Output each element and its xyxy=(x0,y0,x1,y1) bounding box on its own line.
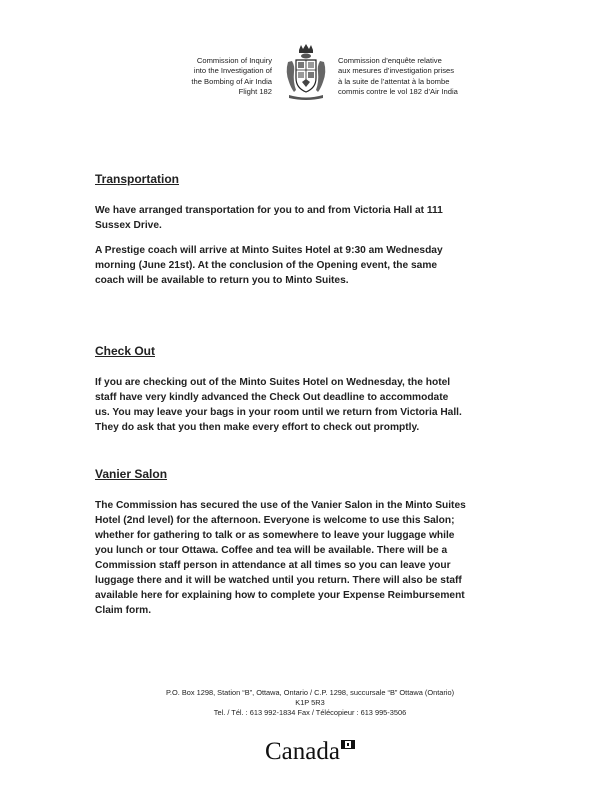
header-french-line: à la suite de l’attentat à la bombe xyxy=(338,76,450,86)
paragraph-line: Commission staff person in attendance at all times so you can leave your xyxy=(95,560,451,571)
footer-phone: Tel. / Tél. : 613 992-1834 Fax / Télécopieur : 613 995-3506 xyxy=(213,708,407,718)
header-french-line: commis contre le vol 182 d’Air India xyxy=(338,87,458,97)
header-english-line: Commission of Inquiry xyxy=(196,56,272,65)
paragraph-line: Hotel (2nd level) for the afternoon. Everyone is welcome to use this Salon; xyxy=(95,515,455,526)
footer-address: P.O. Box 1298, Station “B”, Ottawa, Ontario / C.P. 1298, succursale “B” Ottawa (Ontario) xyxy=(165,688,455,697)
section-title-check-out: Check Out xyxy=(95,344,156,358)
paragraph xyxy=(95,243,535,288)
paragraph-line: They do ask that you then make every effort to check out promptly. xyxy=(95,422,420,433)
paragraph xyxy=(95,498,535,618)
paragraph-line: Claim form. xyxy=(95,605,152,616)
paragraph-line: us. You may leave your bags in your room until we return from Victoria Hall. xyxy=(95,407,462,418)
header-english-line: into the Investigation of xyxy=(193,66,272,76)
header-english xyxy=(150,56,272,98)
header-french-line: Commission d’enquête relative xyxy=(338,56,442,65)
paragraph-line: available here for explaining how to complete your Expense Reimbursement xyxy=(95,590,465,601)
section-title-transportation: Transportation xyxy=(95,172,180,186)
footer-postal-code: K1P 5R3 xyxy=(295,698,325,708)
header-english-line: the Bombing of Air India xyxy=(191,76,272,86)
header-french xyxy=(338,56,538,98)
canada-flag-icon xyxy=(341,740,355,749)
paragraph-line: morning (June 21st). At the conclusion of the Opening event, the same xyxy=(95,260,438,271)
coat-of-arms-icon xyxy=(283,42,329,102)
section-title-vanier-salon: Vanier Salon xyxy=(95,467,168,481)
paragraph-line: luggage there and it will be watched until you return. There will also be staff xyxy=(95,575,462,586)
paragraph-line: staff have very kindly advanced the Check Out deadline to accommodate xyxy=(95,392,449,403)
paragraph-line: Sussex Drive. xyxy=(95,220,162,231)
header-english-line: Flight 182 xyxy=(238,87,272,97)
paragraph-line: whether for gathering to talk or as somewhere to leave your luggage while xyxy=(95,530,455,541)
footer-contact xyxy=(100,688,520,719)
paragraph-line: The Commission has secured the use of the Vanier Salon in the Minto Suites xyxy=(95,500,466,511)
paragraph xyxy=(95,203,535,233)
paragraph-line: coach will be available to return you to Minto Suites. xyxy=(95,275,349,286)
paragraph xyxy=(95,375,535,435)
header-french-line: aux mesures d’investigation prises xyxy=(338,66,455,76)
paragraph-line: A Prestige coach will arrive at Minto Suites Hotel at 9:30 am Wednesday xyxy=(95,245,443,256)
paragraph-line: We have arranged transportation for you to and from Victoria Hall at 111 xyxy=(95,205,443,216)
paragraph-line: If you are checking out of the Minto Suites Hotel on Wednesday, the hotel xyxy=(95,377,451,388)
paragraph-line: you lunch or tour Ottawa. Coffee and tea will be available. There will be a xyxy=(95,545,448,556)
canada-wordmark: Canada xyxy=(265,738,340,765)
